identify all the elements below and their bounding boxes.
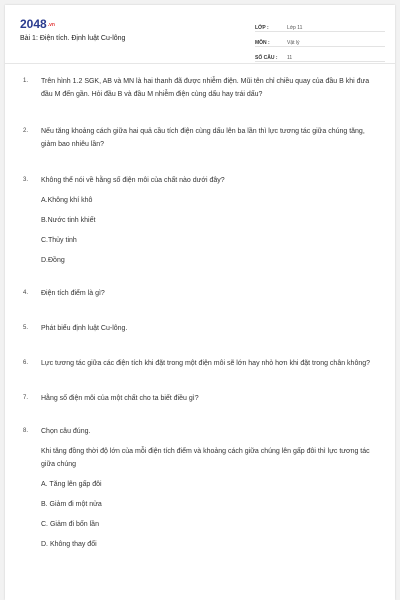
question-number: 2. [23, 128, 29, 134]
question-number: 8. [23, 428, 29, 434]
answer-option: D.Đồng [41, 257, 65, 264]
question-number: 4. [23, 290, 29, 296]
answer-option: B. Giảm đi một nửa [41, 501, 102, 508]
question-subtext: Khi tăng đồng thời độ lớn của mỗi điện tích điểm và khoảng cách giữa chúng lên gấp đôi thì lực tương tác giữa chúng [41, 448, 370, 468]
grade-value: Lớp 11 [287, 25, 303, 31]
question-text: Phát biểu định luật Cu-lông. [41, 325, 128, 332]
question-count-value: 11 [287, 55, 293, 61]
question-item [5, 322, 395, 335]
question-item [5, 75, 395, 101]
question-text: Chọn câu đúng. [41, 428, 91, 435]
site-logo[interactable] [20, 17, 55, 31]
question-item [5, 125, 395, 151]
subject-value: Vật lý [287, 40, 300, 46]
question-text: Điện tích điểm là gì? [41, 290, 105, 297]
question-item [5, 425, 395, 551]
meta-count-row [255, 49, 385, 62]
grade-label: LỚP : [255, 25, 269, 31]
question-list [5, 75, 395, 551]
worksheet-header [5, 5, 395, 64]
answer-option: C.Thủy tinh [41, 237, 77, 244]
question-number: 7. [23, 395, 29, 401]
question-text: Hằng số điện môi của một chất cho ta biết điều gì? [41, 395, 199, 402]
question-count-label: SỐ CÂU : [255, 55, 278, 61]
question-number: 3. [23, 177, 29, 183]
question-text: Nếu tăng khoảng cách giữa hai quả cầu tích điện cùng dấu lên ba lần thì lực tương tác giữa chúng tăng, giảm bao nhiêu lần? [41, 128, 365, 148]
lesson-title: Bài 1: Điện tích. Định luật Cu-lông [20, 35, 126, 42]
logo-text: 2048 [20, 17, 47, 31]
question-text: Trên hình 1.2 SGK, AB và MN là hai thanh đã được nhiễm điện. Mũi tên chỉ chiều quay của đầu B khi đưa đầu M đến gần. Hỏi đầu B và đầu M nhiễm điện cùng dấu hay trái dấu? [41, 78, 370, 98]
question-item [5, 174, 395, 267]
meta-grade-row [255, 19, 385, 32]
question-item [5, 392, 395, 405]
logo-suffix: .vn [47, 21, 55, 28]
answer-option: C. Giảm đi bốn lần [41, 521, 99, 528]
question-text: Không thể nói về hằng số điện môi của chất nào dưới đây? [41, 177, 225, 184]
question-text: Lực tương tác giữa các điện tích khi đặt trong một điện môi sẽ lớn hay nhỏ hơn khi đặt trong chân không? [41, 360, 371, 367]
answer-option: B.Nước tinh khiết [41, 217, 96, 224]
answer-option: A.Không khí khô [41, 197, 93, 204]
meta-subject-row [255, 34, 385, 47]
question-number: 5. [23, 325, 29, 331]
question-item [5, 287, 395, 300]
question-item [5, 357, 395, 370]
worksheet-meta [255, 19, 385, 64]
worksheet-page [5, 5, 395, 600]
answer-option: A. Tăng lên gấp đôi [41, 481, 102, 488]
question-number: 6. [23, 360, 29, 366]
question-number: 1. [23, 78, 29, 84]
answer-option: D. Không thay đổi [41, 541, 97, 548]
subject-label: MÔN : [255, 40, 270, 46]
